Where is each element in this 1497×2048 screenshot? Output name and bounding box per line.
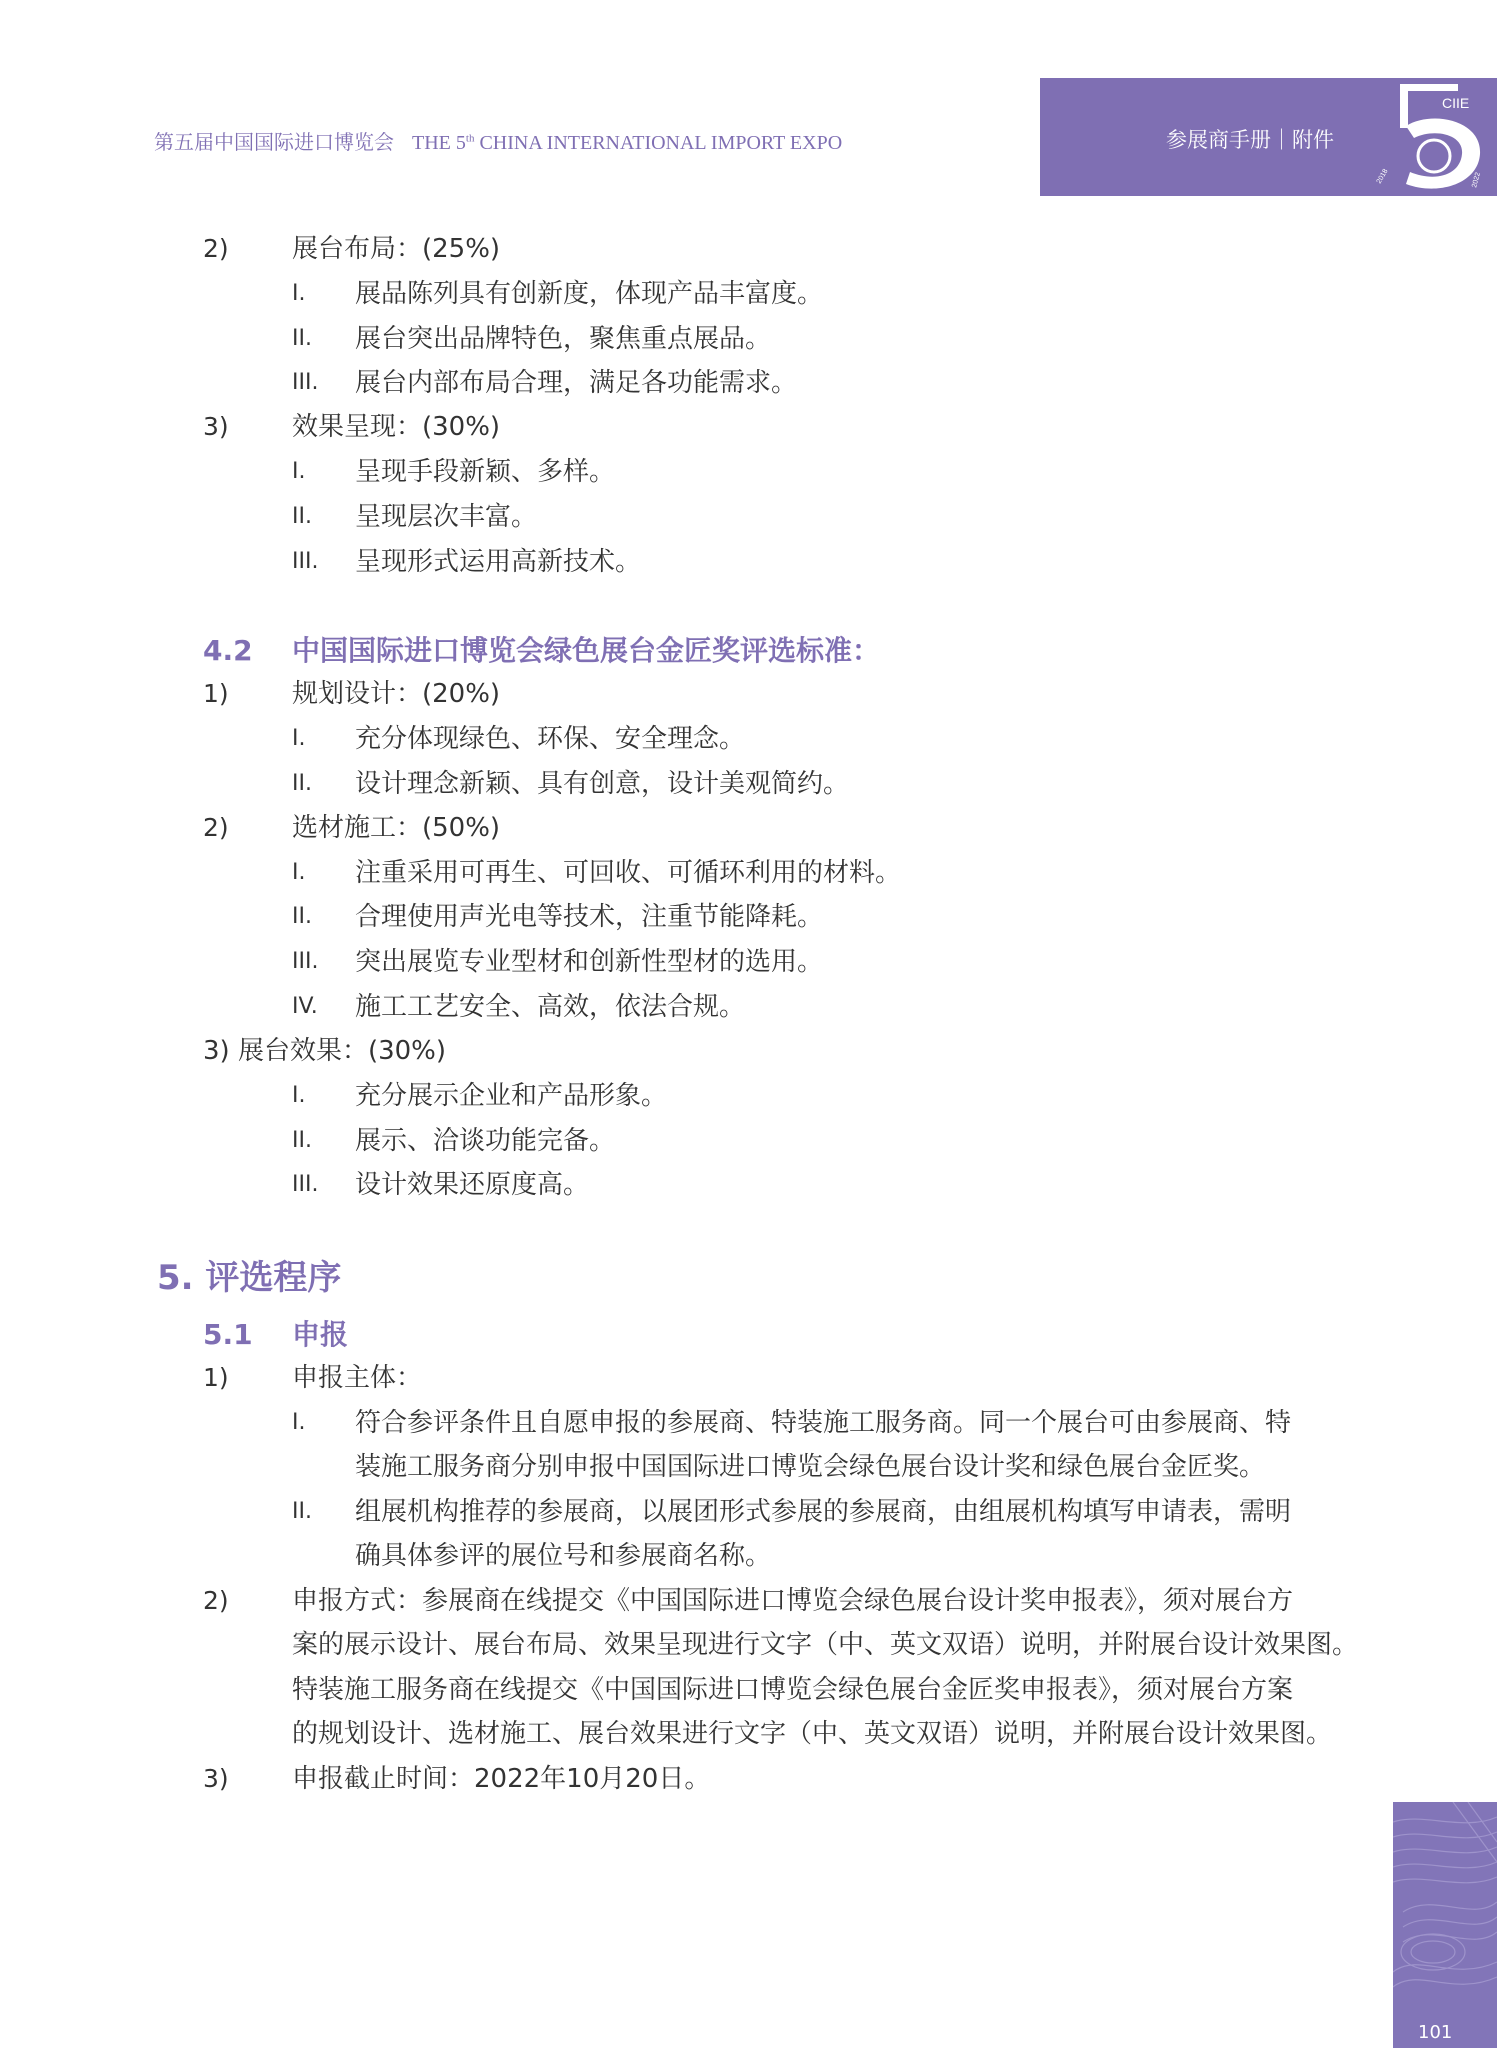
- item-number: 1): [203, 679, 229, 708]
- sub-item-text: 呈现手段新颖、多样。: [355, 457, 616, 487]
- paragraph-line: 申报方式：参展商在线提交《中国国际进口博览会绿色展台设计奖申报表》，须对展台方: [292, 1586, 1294, 1616]
- sub-item-number: III.: [292, 949, 319, 974]
- item-number: 2): [203, 1586, 229, 1615]
- sub-item-text: 符合参评条件且自愿申报的参展商、特装施工服务商。同一个展台可由参展商、特: [355, 1408, 1292, 1438]
- sub-item-text: 确具体参评的展位号和参展商名称。: [355, 1541, 772, 1571]
- item-text: 效果呈现：(30%): [292, 412, 501, 442]
- sub-item-text: 装施工服务商分别申报中国国际进口博览会绿色展台设计奖和绿色展台金匠奖。: [355, 1452, 1266, 1482]
- sub-item-text: 组展机构推荐的参展商，以展团形式参展的参展商，由组展机构填写申请表，需明: [355, 1497, 1292, 1527]
- item-text: 规划设计：(20%): [292, 679, 501, 709]
- item-number: 3): [203, 412, 229, 441]
- sub-item-text: 充分体现绿色、环保、安全理念。: [355, 724, 746, 754]
- sub-item-number: II.: [292, 771, 312, 796]
- section-5-1-number: 5.1: [203, 1318, 253, 1351]
- sub-item-text: 设计效果还原度高。: [355, 1170, 590, 1200]
- logo-year-right: 2022: [1471, 171, 1482, 189]
- sub-item-number: I.: [292, 726, 306, 751]
- sub-item-number: I.: [292, 281, 306, 306]
- section-5-1-title: 申报: [292, 1318, 349, 1351]
- item-number: 3): [203, 1764, 229, 1793]
- sub-item-number: II.: [292, 904, 312, 929]
- sub-item-number: I.: [292, 459, 306, 484]
- item-number: 2): [203, 813, 229, 842]
- ciie-logo: [1372, 80, 1494, 196]
- sub-item-text: 展品陈列具有创新度，体现产品丰富度。: [355, 279, 824, 309]
- sub-item-text: 呈现层次丰富。: [355, 502, 538, 532]
- paragraph-line: 的规划设计、选材施工、展台效果进行文字（中、英文双语）说明，并附展台设计效果图。: [292, 1719, 1333, 1749]
- sub-item-number: II.: [292, 504, 312, 529]
- page-number: 101: [1418, 2022, 1453, 2043]
- sub-item-number: II.: [292, 326, 312, 351]
- sub-item-text: 呈现形式运用高新技术。: [355, 547, 642, 577]
- logo-text: CIIE: [1442, 95, 1470, 111]
- item-text: 申报截止时间：2022年10月20日。: [292, 1764, 711, 1794]
- item-text: 3) 展台效果：(30%): [203, 1036, 447, 1066]
- sub-item-text: 施工工艺安全、高效，依法合规。: [355, 992, 746, 1022]
- logo-globe: [1418, 140, 1450, 172]
- logo-year-left: 2018: [1375, 168, 1390, 185]
- logo-bar: [1400, 84, 1458, 91]
- header-title-en: THE 5th CHINA INTERNATIONAL IMPORT EXPO: [412, 132, 843, 154]
- sub-item-number: I.: [292, 860, 306, 885]
- item-text: 选材施工：(50%): [292, 813, 501, 843]
- header-section-label: 参展商手册｜附件: [1166, 128, 1334, 152]
- item-text: 展台布局：(25%): [292, 234, 501, 264]
- decor-pattern: [1393, 1802, 1497, 2048]
- item-number: 2): [203, 234, 229, 263]
- item-text: 申报主体：: [292, 1363, 423, 1393]
- header-title-cn: 第五届中国国际进口博览会: [154, 130, 394, 154]
- sub-item-number: I.: [292, 1410, 306, 1435]
- sub-item-text: 展示、洽谈功能完备。: [355, 1126, 616, 1156]
- sub-item-text: 充分展示企业和产品形象。: [355, 1081, 668, 1111]
- sub-item-text: 展台内部布局合理，满足各功能需求。: [355, 368, 798, 398]
- sub-item-text: 展台突出品牌特色，聚焦重点展品。: [355, 324, 772, 354]
- side-decor-band: [1393, 1802, 1497, 2048]
- sub-item-text: 合理使用声光电等技术，注重节能降耗。: [355, 902, 824, 932]
- section-5-title: 5. 评选程序: [157, 1258, 342, 1298]
- section-4-2-title: 中国国际进口博览会绿色展台金匠奖评选标准：: [292, 634, 881, 667]
- item-number: 1): [203, 1363, 229, 1392]
- sub-item-number: III.: [292, 1172, 319, 1197]
- sub-item-text: 突出展览专业型材和创新性型材的选用。: [355, 947, 824, 977]
- paragraph-line: 特装施工服务商在线提交《中国国际进口博览会绿色展台金匠奖申报表》，须对展台方案: [292, 1675, 1294, 1705]
- paragraph-line: 案的展示设计、展台布局、效果呈现进行文字（中、英文双语）说明，并附展台设计效果图。: [292, 1630, 1359, 1660]
- logo-stem: [1400, 84, 1408, 128]
- sub-item-number: II.: [292, 1499, 312, 1524]
- sub-item-text: 注重采用可再生、可回收、可循环利用的材料。: [355, 858, 902, 888]
- header-title: [154, 126, 842, 155]
- sub-item-text: 设计理念新颖、具有创意，设计美观简约。: [355, 769, 850, 799]
- sub-item-number: II.: [292, 1128, 312, 1153]
- sub-item-number: I.: [292, 1083, 306, 1108]
- sub-item-number: IV.: [292, 994, 318, 1019]
- section-4-2-number: 4.2: [203, 634, 253, 667]
- sub-item-number: III.: [292, 370, 319, 395]
- sub-item-number: III.: [292, 549, 319, 574]
